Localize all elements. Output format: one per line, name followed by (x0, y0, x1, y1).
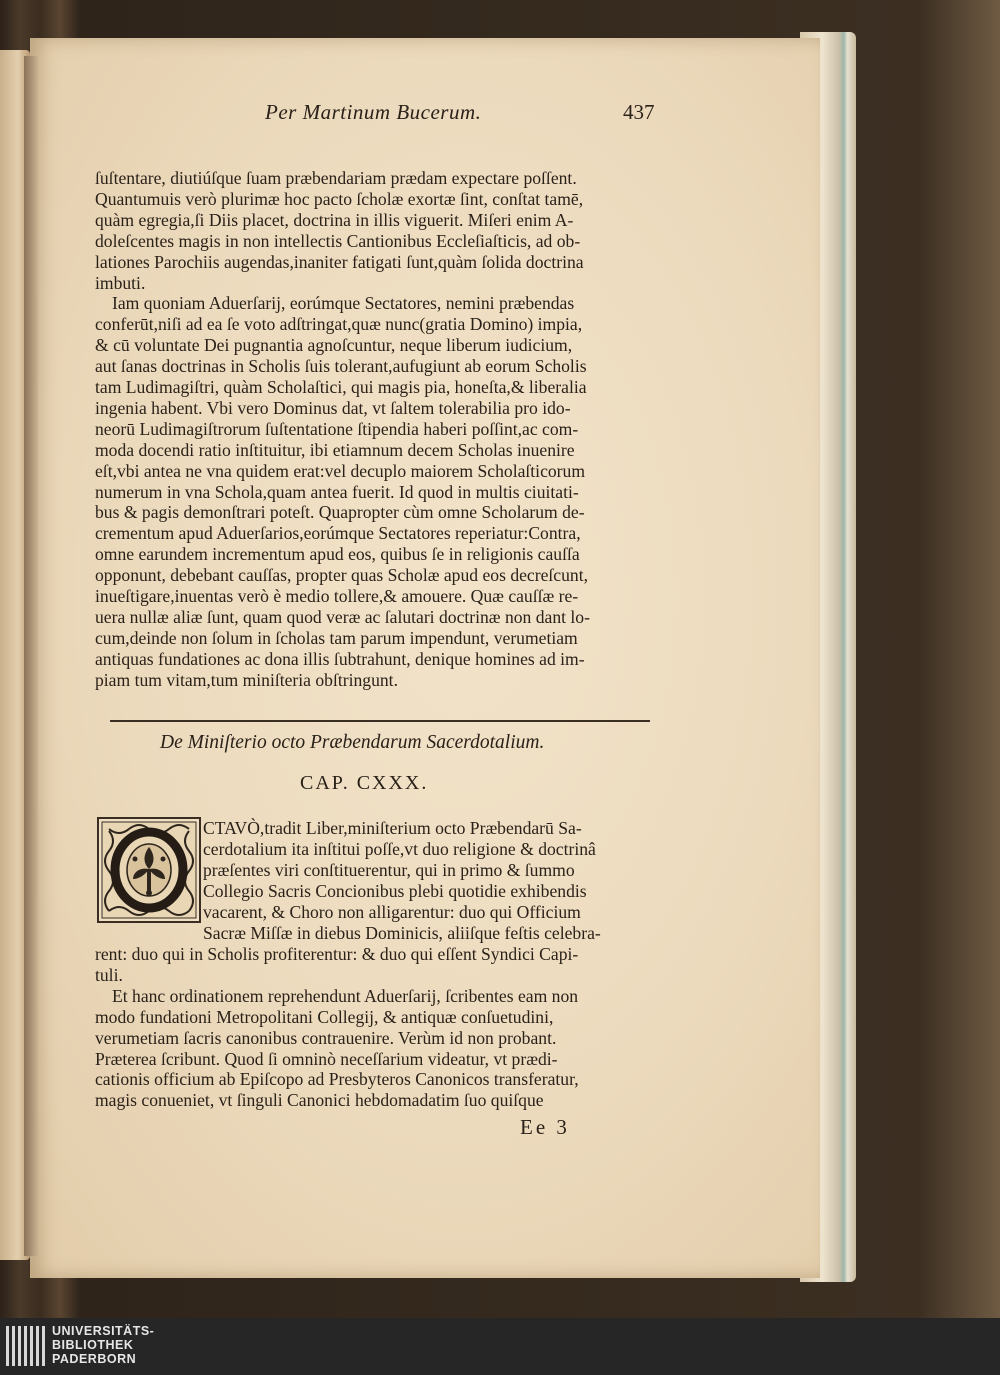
chapter-line: præſentes viri conſtituerentur, qui in primo & ſummo (203, 859, 575, 880)
body-line: moda docendi ratio inſtituitur, ibi etiamnum decem Scholas inuenire (95, 439, 575, 460)
body-line: neorū Ludimagiſtrorum ſuſtentatione ſtipendia haberi poſſint,ac com- (95, 418, 579, 439)
chapter-line: modo fundationi Metropolitani Collegij, & antiquæ conſuetudini, (95, 1006, 554, 1027)
body-line: uera nullæ aliæ ſunt, quam quod veræ ac ſalutari doctrinæ non dant lo- (95, 606, 590, 627)
body-line: tam Ludimagiſtri, quàm Scholaſtici, qui magis pia, honeſta,& liberalia (95, 377, 587, 397)
body-line: opponunt, debebant cauſſas, propter quas Scholæ apud eos decreſcunt, (95, 565, 588, 586)
chapter-line: Collegio Sacris Concionibus plebi quotidie exhibendis (203, 880, 587, 901)
body-line: bus & pagis demonſtrari poteſt. Quapropter cùm omne Scholarum de- (95, 502, 585, 523)
chapter-line: vacarent, & Choro non alligarentur: duo qui Officium (203, 901, 581, 922)
chapter-line: magis conueniet, vt ſinguli Canonici hebdomadatim ſuo quiſque (95, 1090, 544, 1111)
body-line: crementum apud Aduerſarios,eorúmque Sectatores reperiatur:Contra, (95, 523, 581, 544)
book-gutter (24, 56, 38, 1256)
catchword: Ee 3 (520, 1115, 570, 1139)
body-line: lationes Parochiis augendas,inaniter fatigati ſunt,quàm ſolida doctrina (95, 251, 584, 272)
body-line: inueſtigare,inuentas verò è medio tollere,& amouere. Quæ cauſſæ re- (95, 586, 579, 606)
chapter-label: CAP. CXXX. (300, 772, 429, 794)
body-line: conferūt,niſi ad ea ſe voto adſtringat,quæ nunc(gratia Domino) impia, (95, 314, 583, 335)
chapter-line: Sacræ Miſſæ in diebus Dominicis, aliiſque feſtis celebra- (203, 922, 601, 943)
library-name (52, 1324, 154, 1366)
chapter-line: cationis officium ab Epiſcopo ad Presbyteros Canonicos transferatur, (95, 1069, 579, 1090)
chapter-line: CTAVÒ,tradit Liber,miniſterium octo Præbendarū Sa- (203, 818, 582, 838)
body-line: aut ſanas doctrinas in Scholis ſuis tolerant,aufugiunt ab eorum Scholis (95, 356, 587, 377)
body-line: quàm egregia,ſi Diis placet, doctrina in illis viguerit. Miſeri enim A- (95, 209, 574, 230)
section-rule (110, 720, 650, 722)
library-footer (0, 1318, 1000, 1375)
section-heading: De Miniſterio octo Præbendarum Sacerdotalium. (160, 732, 545, 753)
running-head (240, 100, 660, 130)
body-line: numerum in vna Schola,quam antea fuerit. Id quod in multis ciuitati- (95, 481, 579, 502)
page-number: 437 (623, 100, 655, 124)
chapter-line: Et hanc ordinationem reprehendunt Aduerſarij, ſcribentes eam non (112, 985, 579, 1006)
running-head-title: Per Martinum Bucerum. (265, 100, 482, 124)
chapter-line: verumetiam ſacris canonibus contrauenire. Verùm id non probant. (95, 1027, 557, 1048)
library-name-line-3: PADERBORN (52, 1352, 137, 1366)
decorated-initial-o (97, 817, 201, 923)
body-line: ingenia habent. Vbi vero Dominus dat, vt ſaltem tolerabilia pro ido- (95, 397, 571, 418)
body-line: eſt,vbi antea ne vna quidem erat:vel decuplo maiorem Scholaſticorum (95, 460, 586, 481)
body-line: & cū voluntate Dei pugnantia agnoſcuntur, neque liberum iudicium, (95, 335, 573, 356)
body-line: antiquas fundationes ac dona illis ſubtrahunt, denique homines ad im- (95, 648, 585, 669)
body-line: cum,deinde non ſolum in ſcholas tam parum impendunt, verumetiam (95, 627, 578, 648)
chapter-line: rent: duo qui in Scholis profiterentur: & duo qui eſſent Syndici Capi- (95, 944, 579, 964)
body-line: Quantumuis verò plurimæ hoc pacto ſcholæ exortæ ſint, conſtat tamē, (95, 188, 584, 209)
body-line: ſuſtentare, diutiúſque ſuam præbendariam prædam expectare poſſent. (95, 168, 577, 188)
library-name-line-1: UNIVERSITÄTS- (52, 1324, 155, 1338)
body-line: doleſcentes magis in non intellectis Cantionibus Eccleſiaſticis, ad ob- (95, 230, 581, 251)
body-line: omne earundem incrementum apud eos, quibus ſe in religionis cauſſa (95, 544, 580, 565)
library-logo-icon (6, 1326, 46, 1366)
chapter-line: cerdotalium ita inſtitui poſſe,vt duo religione & doctrinâ (203, 838, 596, 859)
chapter-line: tuli. (95, 964, 123, 985)
body-line: imbuti. (95, 272, 146, 293)
body-line: Iam quoniam Aduerſarij, eorúmque Sectatores, nemini præbendas (112, 293, 575, 314)
body-line: piam tum vitam,tum miniſteria obſtringunt. (95, 669, 398, 690)
chapter-line: Præterea ſcribunt. Quod ſi omninò neceſſarium videatur, vt prædi- (95, 1048, 558, 1069)
library-name-line-2: BIBLIOTHEK (52, 1338, 134, 1352)
